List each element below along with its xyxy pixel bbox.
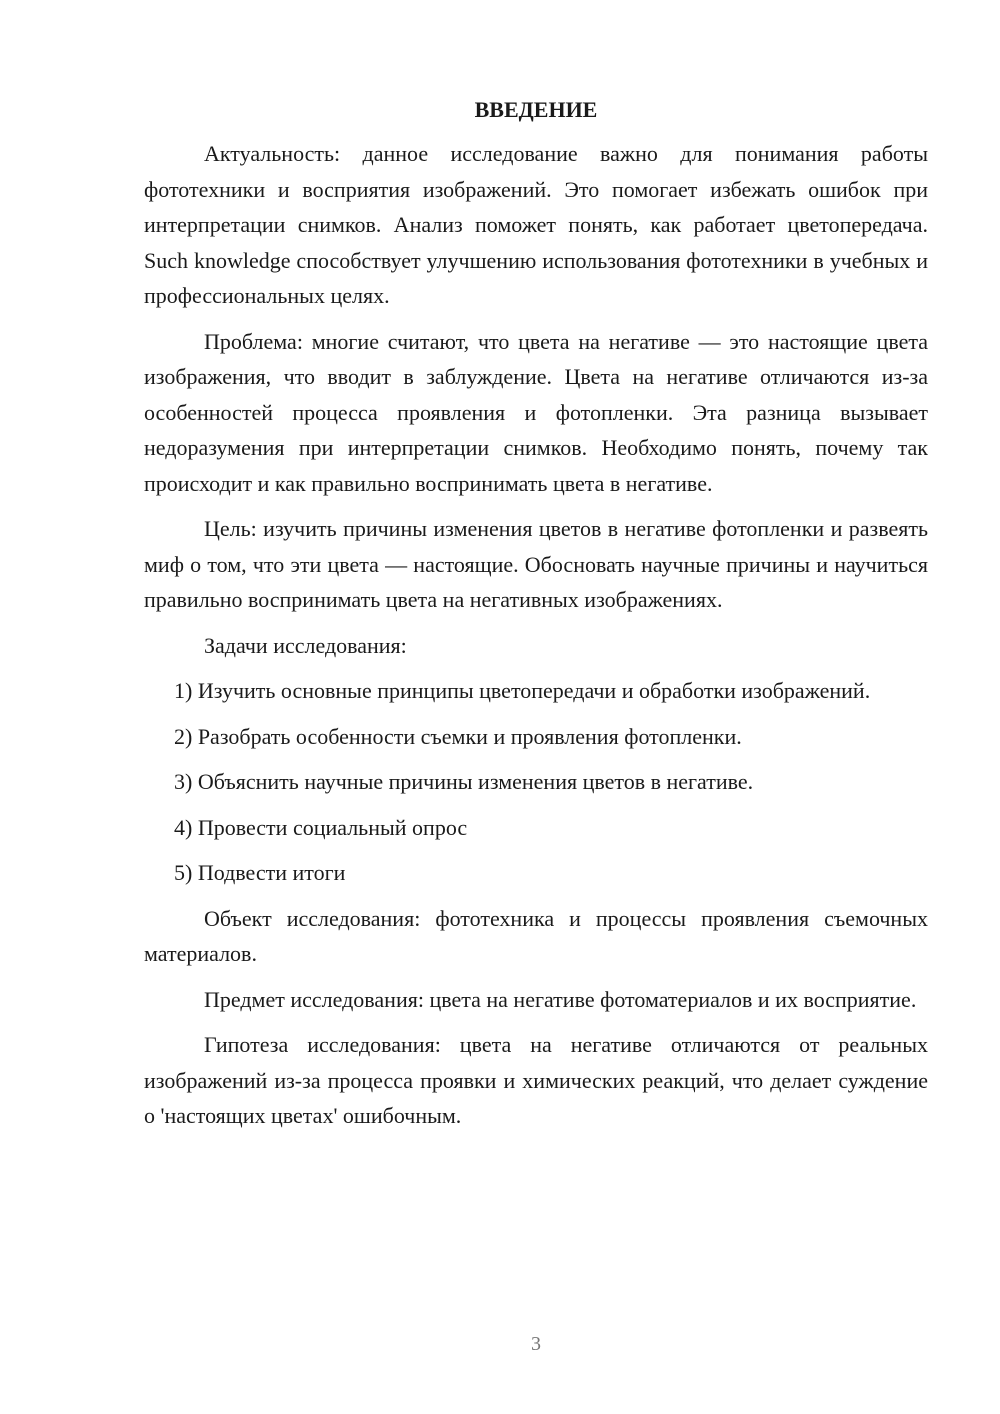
paragraph-subject: Предмет исследования: цвета на негативе фотоматериалов и их восприятие. [204, 986, 917, 1012]
paragraph-hypothesis: Гипотеза исследования: цвета на негативе отличаются от реальных изображений из-за процесса проявки и химических реакций, что делает суждение о 'настоящих цветах' ошибочным. [144, 1032, 928, 1128]
list-item: 2) Разобрать особенности съемки и проявления фотопленки. [174, 723, 742, 749]
tasks-list [144, 673, 928, 891]
paragraph-tasks-heading: Задачи исследования: [204, 632, 407, 658]
paragraph-problem: Проблема: многие считают, что цвета на негативе — это настоящие цвета изображения, что вводит в заблуждение. Цвета на негативе отличаются из-за особенностей процесса проявления и фотопленки. Эта разница вызывает недоразумения при интерпретации снимков. Необходимо понять, почему так происходит и как правильно воспринимать цвета в негативе. [144, 328, 928, 496]
section-title: ВВЕДЕНИЕ [474, 97, 598, 122]
paragraph-object: Объект исследования: фототехника и процессы проявления съемочных материалов. [144, 905, 928, 966]
page-number: 3 [531, 1333, 541, 1355]
page-content [144, 94, 928, 1144]
paragraph-goal: Цель: изучить причины изменения цветов в негативе фотопленки и развеять миф о том, что эти цвета — настоящие. Обосновать научные причины и научиться правильно воспринимать цвета на негативных изображениях. [144, 516, 928, 612]
list-item: 1) Изучить основные принципы цветопередачи и обработки изображений. [174, 678, 871, 703]
list-item: 5) Подвести итоги [174, 860, 346, 885]
list-item: 3) Объяснить научные причины изменения цветов в негативе. [174, 769, 754, 794]
list-item: 4) Провести социальный опрос [174, 814, 468, 840]
paragraph-relevance: Актуальность: данное исследование важно для понимания работы фототехники и восприятия изображений. Это помогает избежать ошибок при интерпретации снимков. Анализ поможет понять, как работает цветопередача. Such knowledge способствует улучшению использования фототехники в учебных и профессиональных целях. [144, 141, 928, 308]
